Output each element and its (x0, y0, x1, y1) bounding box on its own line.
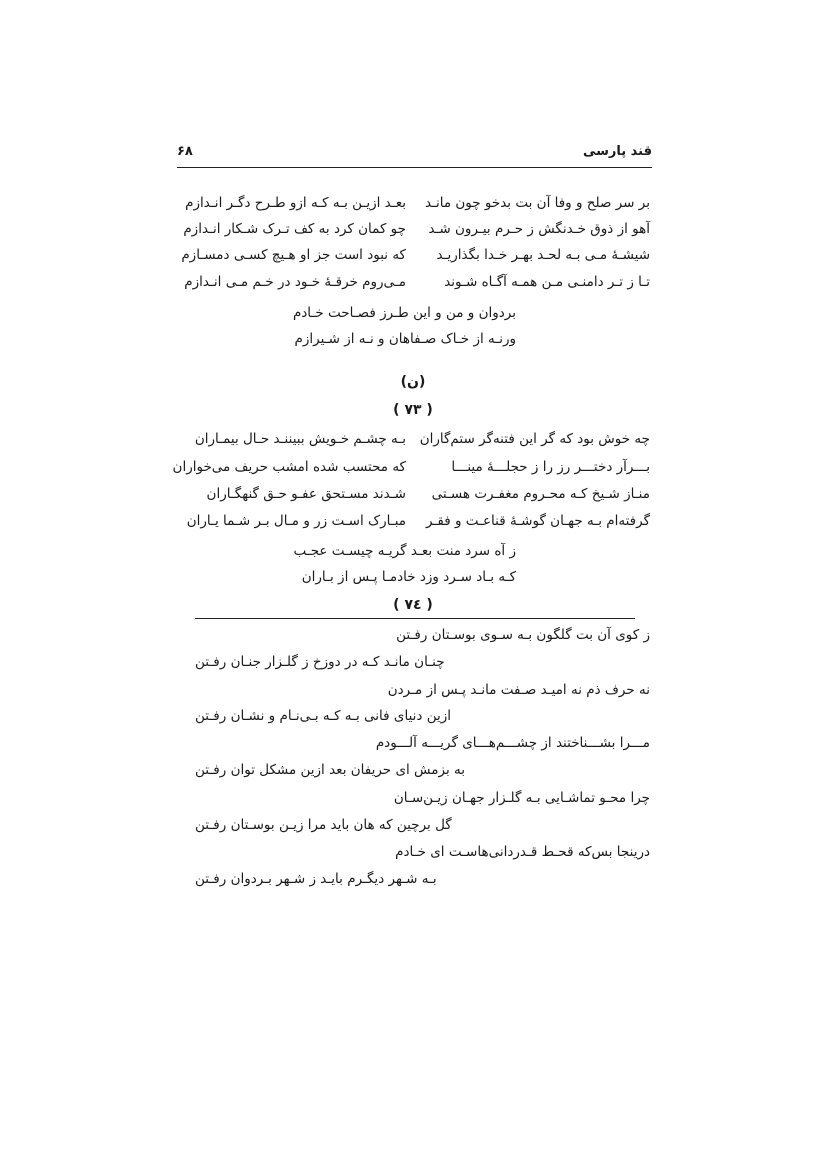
poem-number: ( ۷٤ ) (393, 597, 433, 613)
verse-line: چنـان مانـد کـه در دوزخ ز گلـزار جنـان رفـتن (195, 654, 445, 670)
page-number: ۶۸ (177, 144, 193, 159)
running-header (177, 144, 652, 166)
hemistich-second: مـی‌روم خرقـهٔ خـود در خـم مـی انـدازم (184, 274, 406, 290)
verse-line: بـه شـهر دیگـرم بایـد ز شـهر بـردوان رفـتن (195, 871, 437, 887)
verse-line: چرا محـو تماشـایی بـه گلـزار جهـان زیـن‌سـان (393, 790, 650, 806)
hemistich-first: چه خوش بود که گر این فتنه‌گر ستم‌گاران (419, 431, 650, 447)
verse-line: مـــرا بشـــناختند از چشـــم‌هـــای گریـــه آلـــودم (375, 735, 650, 751)
book-title: قند پارسی (582, 144, 652, 159)
hemistich-first: بـــرآر دختـــر رز را ز حجلـــهٔ مینـــا (451, 459, 650, 475)
verse-line: به بزمش ای حریفان بعد ازین مشکل توان رفـتن (195, 762, 465, 778)
hemistich-second: بـه چشـم خـویش ببیننـد حـال بیمـاران (194, 431, 406, 447)
hemistich-second: مبـارک اسـت زر و مـال بـر شـما یـاران (186, 513, 406, 529)
verse-line: ازین دنیای فانی بـه کـه بـی‌نـام و نشـان رفـتن (195, 708, 452, 724)
verse-line: ز کوی آن بت گلگون بـه سـوی بوسـتان رفـتن (396, 627, 650, 643)
hemistich-first: گرفتەام بـه جهـان گوشـهٔ قناعـت و فقـر (425, 513, 650, 529)
verse-line: درینجا بس‌که قحـط قـدردانی‌هاسـت ای خـادم (395, 844, 650, 860)
hemistich-first: شیشـهٔ مـی بـه لحـد بهـر خـدا بگذاریـد (436, 247, 650, 263)
verse-line: نه حرف ذم نه امیـد صـفت مانـد پـس از مـردن (387, 682, 650, 698)
hemistich-first: بر سر صلح و وفا آن بت بدخو چون مانـد (424, 195, 650, 211)
hemistich-second: بعـد ازیـن بـه کـه ازو طـرح دگـر انـدازم (185, 195, 406, 211)
header-rule (177, 167, 652, 168)
hemistich-second: که نبود است جز او هـیچ کسـی دمسـازم (181, 247, 406, 263)
closing-line: ورنـه از خـاک صـفاهان و نـه از شـیرازم (294, 331, 516, 347)
poem-number: ( ۷۳ ) (393, 402, 433, 418)
hemistich-first: آهو از ذوق خـدنگش ز حـرم بیـرون شـد (428, 221, 650, 237)
section-rule (195, 618, 635, 619)
hemistich-first: تـا ز تـر دامنـی مـن همـه آگـاه شـوند (444, 274, 650, 290)
letter-heading: (ن) (400, 374, 426, 390)
hemistich-second: چو کمان کرد به کف تـرک شـکار انـدازم (183, 221, 406, 237)
closing-line: بردوان و من و این طـرز فصـاحت خـادم (292, 305, 516, 321)
closing-line: کـه بـاد سـرد وزد خادمـا پـس از بـاران (301, 569, 516, 585)
hemistich-second: شـدند مسـتحق عفـو حـق گنهگـاران (206, 486, 406, 502)
verse-line: گل برچین که هان باید مرا زیـن بوسـتان رفـتن (195, 817, 452, 833)
closing-line: ز آه سرد منت بعـد گریـه چیسـت عجـب (293, 543, 516, 559)
hemistich-second: که محتسب شده امشب حریف می‌خواران (172, 459, 406, 475)
hemistich-first: منـاز شـیخ کـه محـروم مغفـرت هسـتی (431, 486, 650, 502)
